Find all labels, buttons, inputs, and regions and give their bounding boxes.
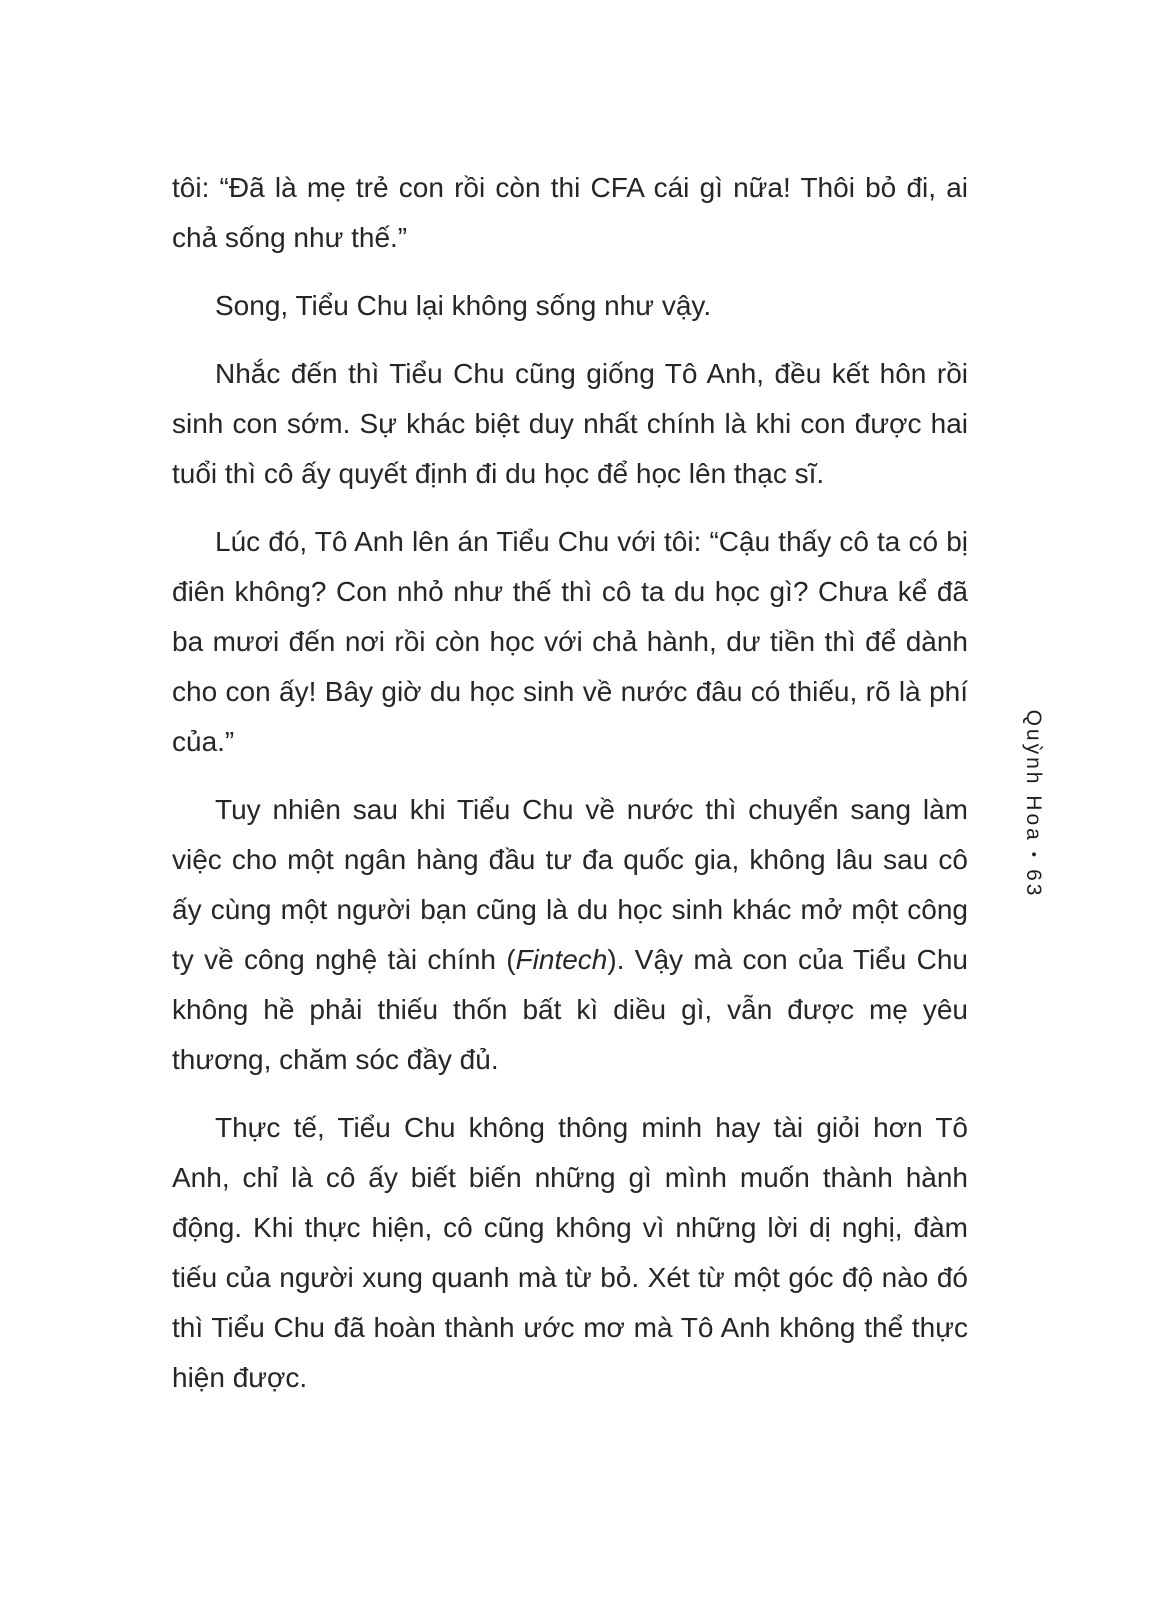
- text-run: Thực tế, Tiểu Chu không thông minh hay tài giỏi hơn Tô Anh, chỉ là cô ấy biết biến những gì mình muốn thành hành động. Khi thực hiện, cô cũng không vì những lời dị nghị, đàm tiếu của người xung quanh mà từ bỏ. Xét từ một góc độ nào đó thì Tiểu Chu đã hoàn thành ước mơ mà Tô Anh không thể thực hiện được.: [172, 1112, 968, 1393]
- text-run: tôi: “Đã là mẹ trẻ con rồi còn thi CFA cái gì nữa! Thôi bỏ đi, ai chả sống như thế.”: [172, 172, 968, 253]
- text-run: ). Vậy mà con của Tiểu Chu không hề phải thiếu thốn bất kì diều gì, vẫn được mẹ yêu thương, chăm sóc đầy đủ.: [172, 944, 968, 1075]
- text-run: Lúc đó, Tô Anh lên án Tiểu Chu với tôi: “Cậu thấy cô ta có bị điên không? Con nhỏ như thế thì cô ta du học gì? Chưa kể đã ba mươi đến nơi rồi còn học với chả hành, dư tiền thì để dành cho con ấy! Bây giờ du học sinh về nước đâu có thiếu, rõ là phí của.”: [172, 526, 968, 757]
- text-run: Nhắc đến thì Tiểu Chu cũng giống Tô Anh, đều kết hôn rồi sinh con sớm. Sự khác biệt duy nhất chính là khi con được hai tuổi thì cô ấy quyết định đi du học để học lên thạc sĩ.: [172, 358, 968, 489]
- page-text-column: [172, 163, 968, 1421]
- text-run: Song, Tiểu Chu lại không sống như vậy.: [215, 290, 712, 321]
- paragraph: [172, 281, 968, 331]
- running-header-vertical: [1021, 710, 1045, 899]
- paragraph: [172, 517, 968, 767]
- paragraph: [172, 1103, 968, 1403]
- paragraph: [172, 163, 968, 263]
- separator-bullet: •: [1025, 851, 1042, 861]
- author-name: Quỳnh Hoa: [1022, 709, 1045, 843]
- text-run: Tuy nhiên sau khi Tiểu Chu về nước thì chuyển sang làm việc cho một ngân hàng đầu tư đa quốc gia, không lâu sau cô ấy cùng một người bạn cũng là du học sinh khác mở một công ty về công nghệ tài chính (: [172, 794, 968, 975]
- italic-text-run: Fintech: [515, 944, 608, 975]
- paragraph: [172, 349, 968, 499]
- paragraph: [172, 785, 968, 1085]
- page-number: 63: [1022, 869, 1045, 899]
